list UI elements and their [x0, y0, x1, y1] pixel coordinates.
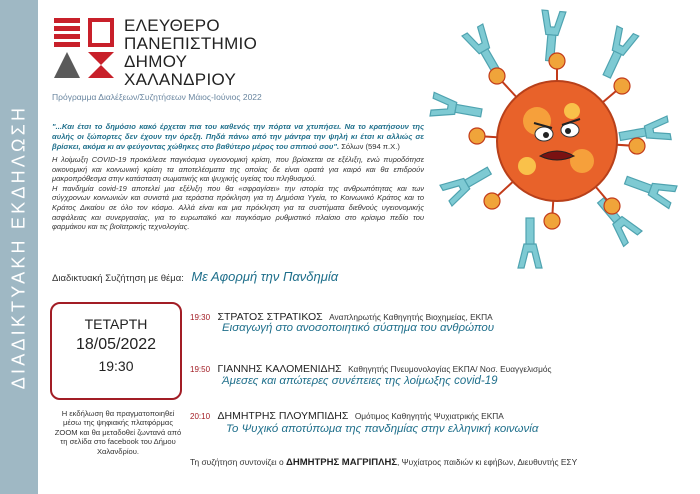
speaker-role: Αναπληρωτής Καθηγητής Βιοχημείας, ΕΚΠΑ [329, 312, 493, 322]
event-date: 18/05/2022 [75, 336, 157, 353]
talk-time: 19:30 [190, 313, 211, 322]
moderator-name: ΔΗΜΗΤΡΗΣ ΜΑΓΡΙΠΛΗΣ [286, 457, 398, 468]
moderator-suffix: , Ψυχίατρος παιδιών κι εφήβων, Διευθυντής ΕΣΥ [397, 457, 578, 467]
sidebar-banner [0, 0, 38, 494]
discussion-topic [52, 268, 338, 286]
organization-name: ΕΛΕΥΘΕΡΟ ΠΑΝΕΠΙΣΤΗΜΙΟ ΔΗΜΟΥ ΧΑΛΑΝΔΡΙΟΥ [124, 16, 258, 89]
talk-1-title: Εισαγωγή στο ανοσοποιητικό σύστημα του ανθρώπου [222, 322, 495, 334]
program-subtitle: Πρόγραμμα Διαλέξεων/Συζητήσεων Μάιος-Ιούνιος 2022 [52, 92, 262, 102]
topic-prefix: Διαδικτυακή Συζήτηση με θέμα: [52, 273, 184, 284]
university-logo-icon [52, 16, 116, 80]
event-date-box [50, 302, 182, 400]
speaker-name: ΓΙΑΝΝΗΣ ΚΑΛΟΜΕΝΙΔΗΣ [217, 363, 342, 375]
event-time: 19:30 [98, 358, 134, 374]
solon-quote [52, 122, 424, 152]
intro-paragraph-2: Η πανδημία covid-19 αποτελεί μια εξέλιξη που θα «σφραγίσει» την ιστορία της ανθρωπότητας και των σύγχρονων κοινωνιών και συνιστά μια τεράστια πρόκληση για τη Δημόσια Υγεία, το Κοινωνικό Κράτος και το Κράτος Δικαίου σε όλο τον κόσμο. Αλλά είναι και μια πρόκληση για τα συστήματα διεθνούς υγειονομικής ασφάλειας και συνεργασίας, για το ευρωπαϊκό και παγκόσμιο ρυθμιστικό πλαίσιο στο κρίσιμο πεδίο του φαρμάκου και τις βιοϊατρικής τεχνολογίας. [52, 183, 424, 232]
platform-note: Η εκδήλωση θα πραγματοποιηθεί μέσω της ψηφιακής πλατφόρμας ZOOM και θα μεταδοθεί ζωντανά από τη σελίδα στο facebook του Δήμου Χαλανδρίου. [54, 409, 182, 456]
event-day: ΤΕΤΑΡΤΗ [84, 316, 148, 332]
talk-time: 20:10 [190, 412, 211, 421]
speaker-name: ΔΗΜΗΤΡΗΣ ΠΛΟΥΜΠΙΔΗΣ [217, 410, 349, 422]
quote-text: "...Και έτσι το δημόσιο κακό έρχεται πια του καθενός την πόρτα να χτυπήσει. Να το κρατήσουν της αυλής οι ξώπορτες δεν έχουν την όρεξη. Πηδά πάνω από την μάντρα την ψηλή κι έτσι κι αλλιώς σε βρίσκει, ακόμα κι αν φεύγοντας χώθηκες στο βαθύτερο μέρος του σπιτιού σου". [52, 122, 424, 151]
quote-author: Σόλων (594 π.Χ.) [341, 142, 400, 151]
speaker-role: Ομότιμος Καθηγητής Ψυχιατρικής ΕΚΠΑ [354, 411, 504, 421]
talk-2-title: Άμεσες και απώτερες συνέπειες της λοίμωξης covid-19 [222, 375, 498, 387]
talk-time: 19:50 [190, 365, 211, 374]
intro-paragraph-1: Η λοίμωξη COVID-19 προκάλεσε παγκόσμια υγειονομική κρίση, που βρίσκεται σε εξέλιξη, ενώ πυροδότησε οικονομική και κοινωνική κρίση τα αποτελέσματα της οποίας δε είναι ορατά για καιρό και θα επιδρούν μακροπρόθεσμα στην κατάσταση σωματικής και ψυχικής υγείας του πληθυσμού. [52, 155, 424, 184]
virus-antibody-illustration [422, 6, 692, 276]
topic-title: Με Αφορμή την Πανδημία [191, 269, 339, 284]
intro-text [52, 155, 424, 232]
speaker-role: Καθηγητής Πνευμονολογίας ΕΚΠΑ/ Νοσ. Ευαγγελισμός [348, 364, 552, 374]
moderator-line [190, 457, 577, 468]
moderator-prefix: Τη συζήτηση συντονίζει ο [190, 457, 284, 467]
speaker-name: ΣΤΡΑΤΟΣ ΣΤΡΑΤΙΚΟΣ [217, 311, 323, 323]
talk-3-title: Το Ψυχικό αποτύπωμα της πανδημίας στην ελληνική κοινωνία [226, 423, 539, 435]
sidebar-vertical-title: ΔΙΑΔΙΚΤΥΑΚΗ ΕΚΔΗΛΩΣΗ [8, 104, 29, 390]
talk-3-header [190, 406, 504, 424]
